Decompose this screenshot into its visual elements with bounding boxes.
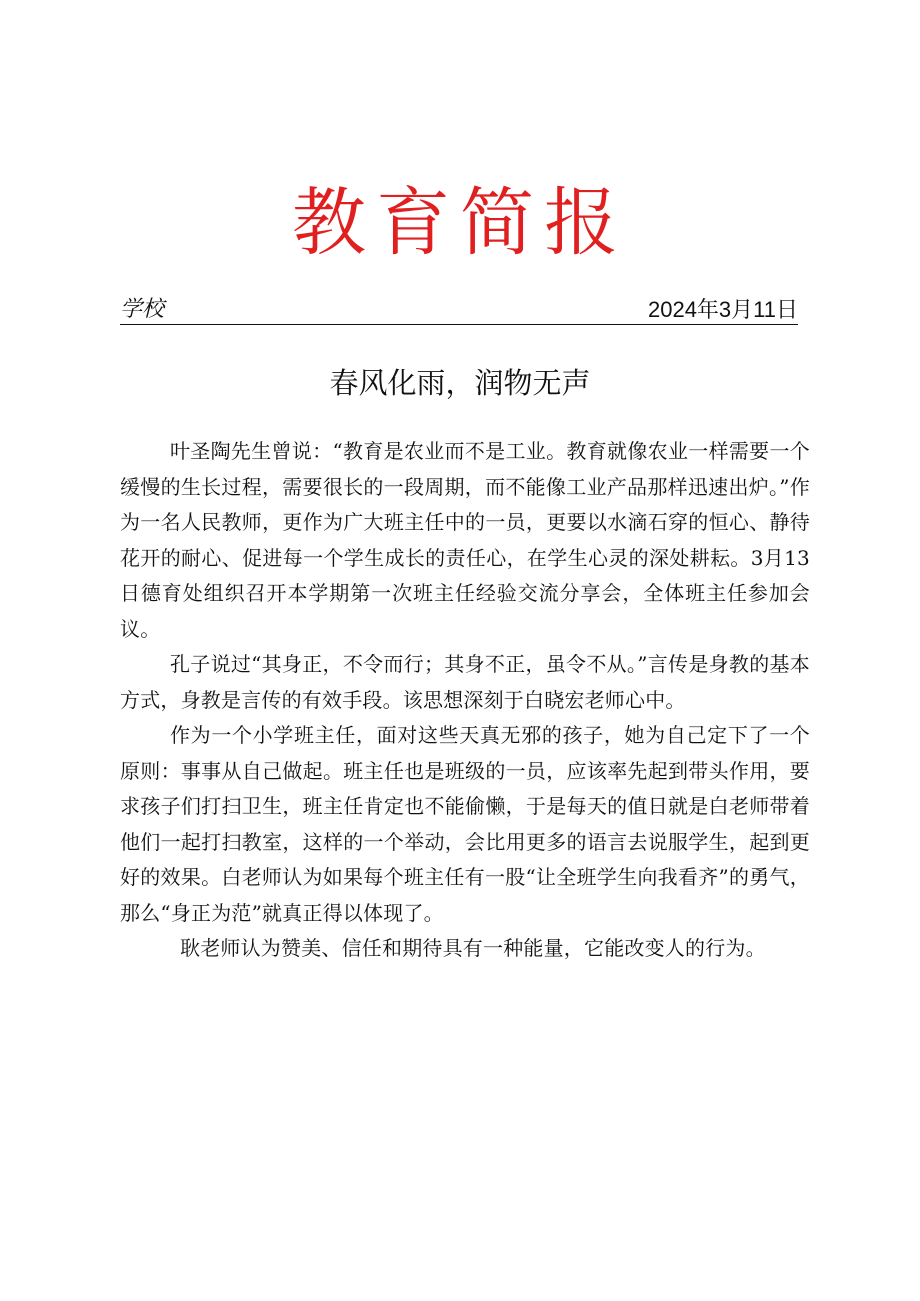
- meta-line: [120, 296, 798, 325]
- paragraph-4: 耿老师认为赞美、信任和期待具有一种能量，它能改变人的行为。: [180, 936, 766, 960]
- article-title: 春风化雨，润物无声: [329, 366, 591, 400]
- paragraph-1: 叶圣陶先生曾说：“教育是农业而不是工业。教育就像农业一样需要一个缓慢的生长过程，需要很长的一段周期，而不能像工业产品那样迅速出炉。”作为一名人民教师，更作为广大班主任中的一员，更要以水滴石穿的恒心、静待花开的耐心、促进每一个学生成长的责任心，在学生心灵的深处耕耘。3月13日德育处组织召开本学期第一次班主任经验交流分享会，全体班主任参加会议。: [120, 439, 810, 641]
- school-label: 学校: [120, 297, 165, 322]
- masthead-title: 教育简报: [292, 180, 628, 266]
- article-body: [120, 434, 810, 967]
- paragraph-2: 孔子说过“其身正，不令而行；其身不正，虽令不从。”言传是身教的基本方式，身教是言传的有效手段。该思想深刻于白晓宏老师心中。: [120, 652, 810, 712]
- issue-date: 2024年3月11日: [647, 297, 798, 322]
- paragraph-3: 作为一个小学班主任，面对这些天真无邪的孩子，她为自己定下了一个原则：事事从自己做起。班主任也是班级的一员，应该率先起到带头作用，要求孩子们打扫卫生，班主任肯定也不能偷懒，于是每天的值日就是白老师带着他们一起打扫教室，这样的一个举动，会比用更多的语言去说服学生，起到更好的效果。白老师认为如果每个班主任有一股“让全班学生向我看齐”的勇气，那么“身正为范”就真正得以体现了。: [120, 723, 810, 925]
